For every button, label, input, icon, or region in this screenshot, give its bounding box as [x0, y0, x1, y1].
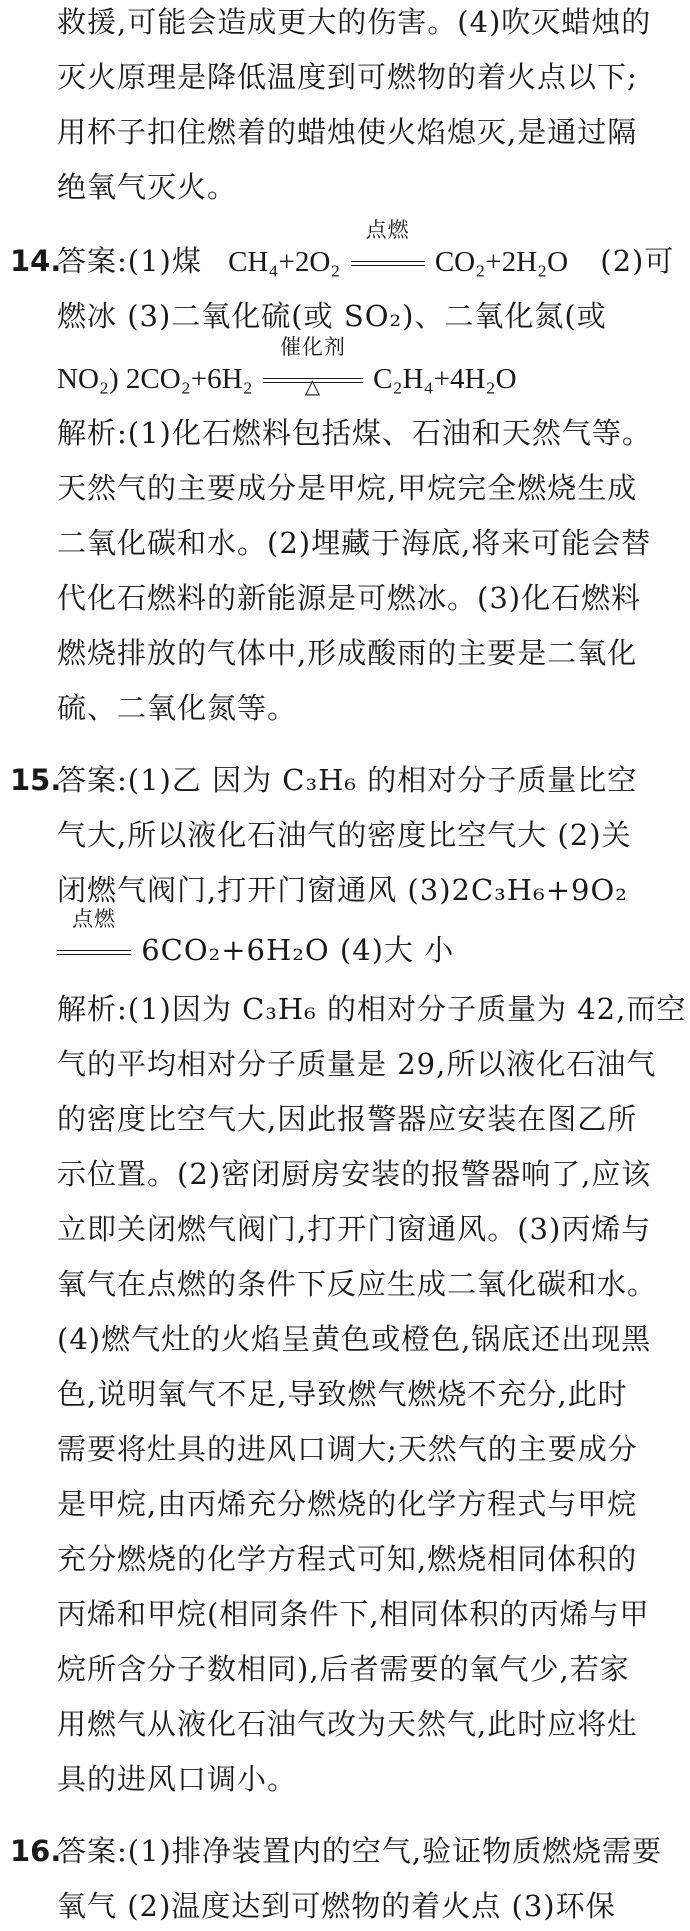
analysis-line: 解析:(1)化石燃料包括煤、石油和天然气等。 [57, 416, 652, 450]
formula-products: CO₂+2H₂O [434, 246, 569, 278]
analysis-line: 的密度比空气大,因此报警器应安装在图乙所 [57, 1102, 638, 1136]
analysis-line: 丙烯和甲烷(相同条件下,相同体积的丙烯与甲 [57, 1597, 650, 1631]
formula-products: 6CO₂+6H₂O (4)大 小 [141, 933, 455, 967]
text-line: 救援,可能会造成更大的伤害。(4)吹灭蜡烛的 [57, 5, 652, 39]
answer-line [57, 335, 517, 398]
answer-line: 燃冰 (3)二氧化硫(或 SO₂)、二氧化氮(或 [57, 299, 607, 333]
heat-symbol: △ [304, 374, 322, 398]
analysis-line: (4)燃气灶的火焰呈黄色或橙色,锅底还出现黑 [57, 1322, 652, 1356]
analysis-line: 示位置。(2)密闭厨房安装的报警器响了,应该 [57, 1157, 652, 1191]
text-line: 灭火原理是降低温度到可燃物的着火点以下; [57, 60, 638, 94]
reaction-arrow [351, 218, 425, 281]
reaction-condition: 点燃 [72, 907, 116, 931]
analysis-line: 需要将灶具的进风口调大;天然气的主要成分 [57, 1432, 638, 1466]
analysis-line: 烷所含分子数相同),后者需要的氧气少,若家 [57, 1652, 630, 1686]
reaction-arrow [57, 907, 131, 970]
text-line: 绝氧气灭火。 [57, 170, 238, 204]
question-number: 16. [10, 1834, 62, 1868]
answer-line: 闭燃气阀门,打开门窗通风 (3)2C₃H₆+9O₂ [57, 873, 628, 907]
answer-line: 答案:(1)乙 因为 C₃H₆ 的相对分子质量比空 [57, 763, 638, 797]
analysis-line: 用燃气从液化石油气改为天然气,此时应将灶 [57, 1707, 638, 1741]
analysis-line: 代化石燃料的新能源是可燃冰。(3)化石燃料 [57, 581, 642, 615]
question-number: 14. [10, 244, 62, 278]
formula-products: C₂H₄+4H₂O [373, 363, 517, 395]
analysis-line: 具的进风口调小。 [57, 1762, 298, 1796]
analysis-line: 燃烧排放的气体中,形成酸雨的主要是二氧化 [57, 636, 638, 670]
answer-line: 氧气 (2)温度达到可燃物的着火点 (3)环保 [57, 1889, 616, 1923]
analysis-line: 二氧化碳和水。(2)埋藏于海底,将来可能会替 [57, 526, 652, 560]
answer-line [57, 218, 675, 281]
formula-reactants: CH₄+2O₂ [228, 246, 341, 278]
analysis-line: 是甲烷,由丙烯充分燃烧的化学方程式与甲烷 [57, 1487, 638, 1521]
text-line: 用杯子扣住燃着的蜡烛使火焰熄灭,是通过隔 [57, 115, 638, 149]
reaction-arrow [263, 335, 363, 398]
analysis-line: 立即关闭燃气阀门,打开门窗通风。(3)丙烯与 [57, 1212, 652, 1246]
formula-reactants: NO₂) 2CO₂+6H₂ [57, 363, 253, 395]
analysis-line: 充分燃烧的化学方程式可知,燃烧相同体积的 [57, 1542, 638, 1576]
answer-text: (2)可 [600, 244, 675, 278]
analysis-line: 天然气的主要成分是甲烷,甲烷完全燃烧生成 [57, 471, 638, 505]
question-number: 15. [10, 763, 62, 797]
reaction-condition: 催化剂 [279, 335, 346, 359]
analysis-line: 气的平均相对分子质量是 29,所以液化石油气 [57, 1047, 657, 1081]
answer-line: 答案:(1)排净装置内的空气,验证物质燃烧需要 [57, 1834, 663, 1868]
analysis-line: 氧气在点燃的条件下反应生成二氧化碳和水。 [57, 1267, 658, 1301]
answer-line: 气大,所以液化石油气的密度比空气大 (2)关 [57, 818, 632, 852]
answer-text: 答案:(1)煤 [57, 244, 202, 278]
answer-line [57, 907, 455, 970]
analysis-line: 硫、二氧化氮等。 [57, 691, 298, 725]
reaction-condition: 点燃 [365, 218, 410, 242]
analysis-line: 解析:(1)因为 C₃H₆ 的相对分子质量为 42,而空 [57, 992, 687, 1026]
analysis-line: 色,说明氧气不足,导致燃气燃烧不充分,此时 [57, 1377, 628, 1411]
